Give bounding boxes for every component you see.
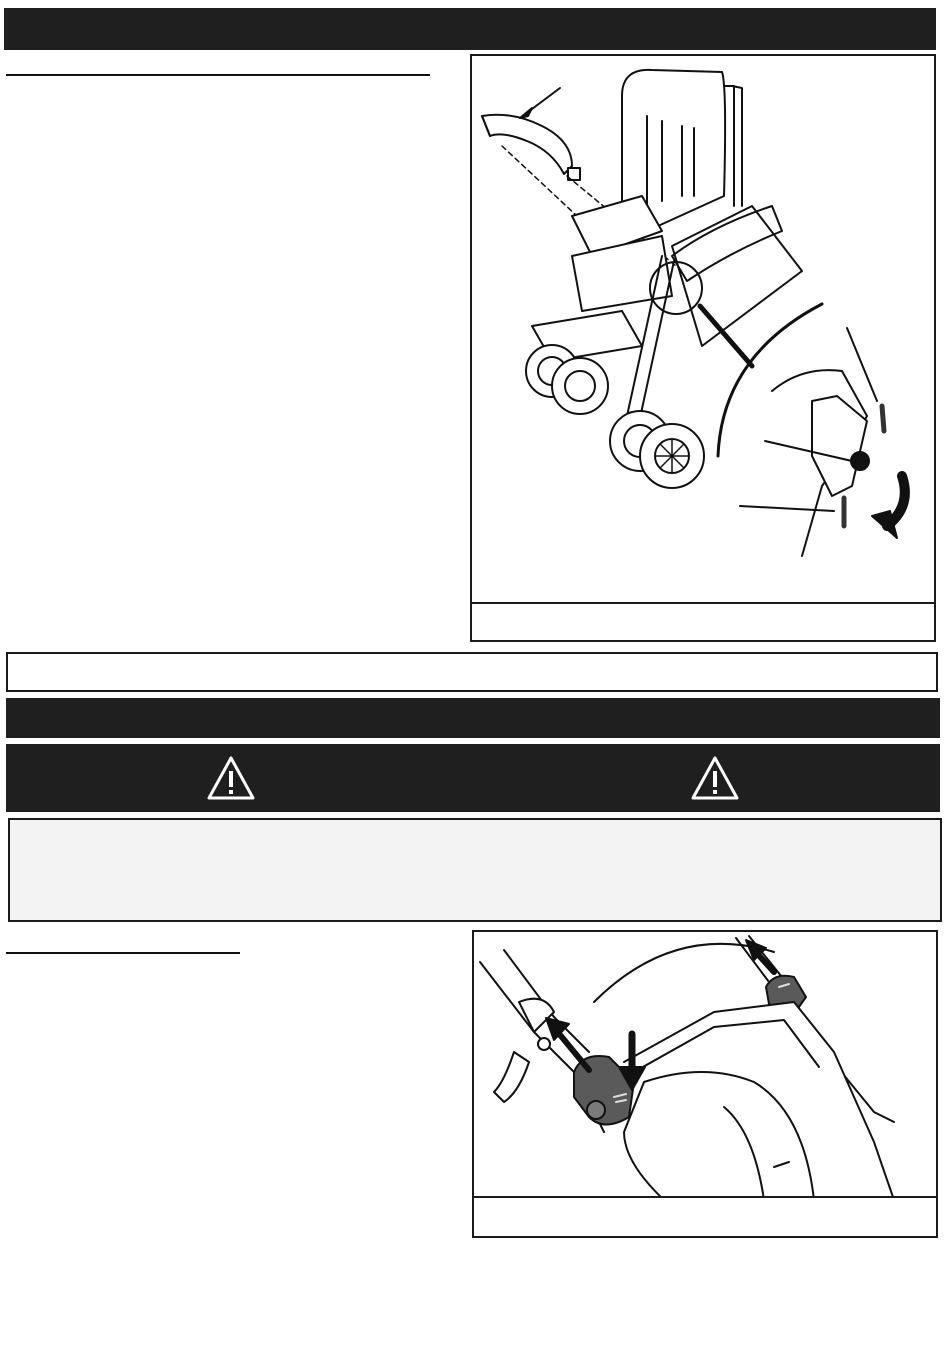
figure2-panel [472,930,938,1238]
warning-text-box [8,818,942,922]
section3-heading-rule [6,952,240,954]
section2-header-bar [6,698,940,738]
warning-triangle-icon [690,754,740,802]
figure1-panel [470,54,936,642]
note-box [6,652,938,692]
figure2-caption [474,1196,936,1236]
stroller-handlebar-illustration [472,56,934,604]
section1-heading-rule [6,74,430,76]
figure1-caption [472,602,934,640]
top-header-bar [4,8,936,50]
warning-banner [6,744,940,812]
warning-triangle-icon [206,754,256,802]
handle-lock-illustration [474,932,936,1200]
